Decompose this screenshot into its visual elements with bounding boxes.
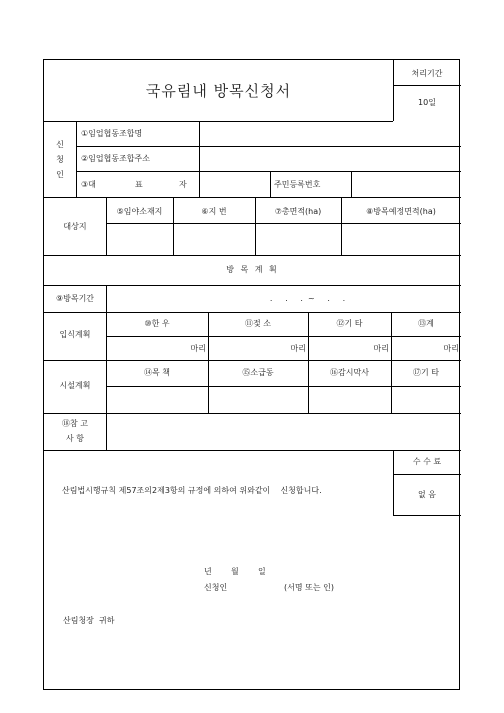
head-count-unit: 마리 [443,344,459,353]
applicant-label: 신 [56,140,64,149]
date-year: 년 [204,567,212,576]
grazing-period-value: . . . ~ . . [269,294,346,303]
row-line [44,121,393,122]
head-count-unit: 마리 [190,344,206,353]
col-line [351,171,352,197]
other-header: ⑫기 타 [336,319,363,328]
legal-statement: 산림법시행규칙 제57조의2제3항의 규정에 의하여 위와같이 신청합니다. [62,486,322,495]
col-line [341,197,342,255]
col-line [106,197,107,255]
forest-location-header: ⑤임야소재지 [116,207,163,216]
stocking-plan-label: 입식계획 [59,330,91,339]
signature-placeholder: (서명 또는 인) [284,583,334,592]
union-address-label: ②임업협동조합주소 [81,154,150,163]
notes-label: ⑱참 고 [62,419,88,428]
date-month: 월 [231,567,239,576]
applicant-label: 청 [56,155,64,164]
representative-label: ③대 [81,180,96,189]
fence-header: ⑭목 책 [144,368,170,377]
row-line [44,450,461,451]
union-name-label: ①임업협동조합명 [81,129,143,138]
dairy-cow-header: ⑪젖 소 [245,319,271,328]
col-line [199,121,200,197]
col-line [270,171,271,197]
grazing-area-header: ⑧방목예정면적(ha) [366,207,436,216]
row-line [76,146,461,147]
col-line [76,121,77,197]
representative-label: 자 [179,180,187,189]
lot-number-header: ⑥지 번 [201,207,227,216]
representative-label: 표 [135,180,143,189]
water-trough-header: ⑮소급동 [242,368,274,377]
form-title: 국유림내 방목신청서 [145,82,292,100]
notes-label: 사 항 [66,434,84,443]
row-line [76,171,461,172]
watch-hut-header: ⑯감시막사 [330,368,369,377]
application-form [43,59,460,690]
fee-value: 없 음 [418,490,436,499]
col-line [106,413,107,450]
facility-plan-label: 시설계획 [59,381,91,390]
facility-other-header: ⑰기 타 [413,368,439,377]
fee-label: 수 수 료 [412,457,442,466]
processing-period-label: 처리기간 [411,69,443,78]
row-line [44,255,461,256]
head-count-unit: 마리 [290,344,306,353]
row-line [393,515,461,516]
col-line [255,197,256,255]
total-header: ⑬계 [418,319,434,328]
date-day: 일 [258,567,266,576]
total-area-header: ⑦총면적(ha) [274,207,322,216]
applicant-label: 인 [56,170,64,179]
target-site-label: 대상지 [63,222,87,231]
addressee: 산림청장 귀하 [63,616,115,625]
processing-period-value: 10일 [418,98,436,107]
resident-number-label: 주민등록번호 [274,180,321,189]
col-line [173,197,174,255]
row-line [106,386,461,387]
row-line [393,474,461,475]
row-line [106,336,461,337]
head-count-unit: 마리 [373,344,389,353]
grazing-plan-header: 방 목 계 획 [226,265,279,274]
row-line [393,85,461,86]
applicant-signature-label: 신청인 [204,583,228,592]
col-line [106,285,107,312]
grazing-period-label: ⑨방목기간 [55,294,95,303]
korean-cattle-header: ⑩한 우 [144,319,170,328]
row-line [106,223,461,224]
